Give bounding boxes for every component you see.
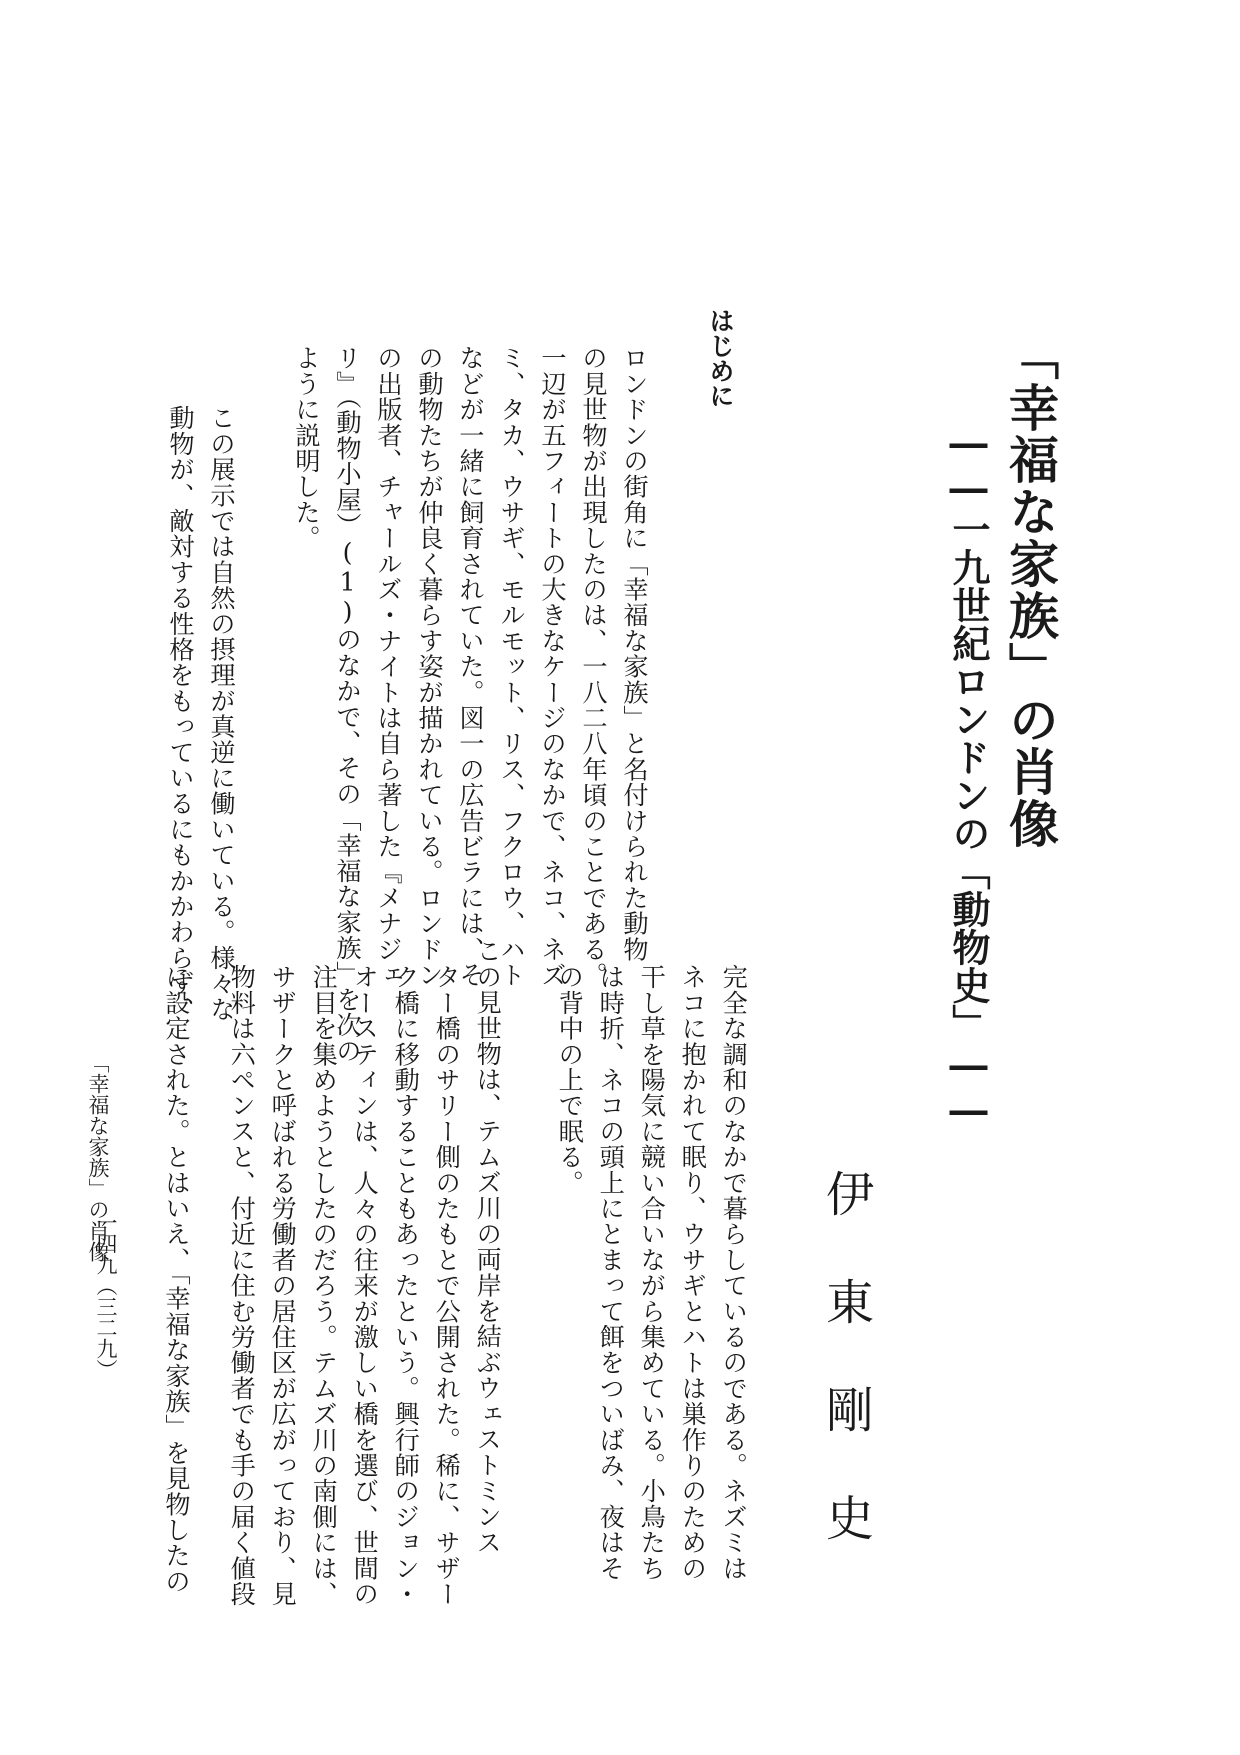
author-char: 史 — [825, 1491, 874, 1547]
body-line: サザークと呼ばれる労働者の居住区が広がっており、見 — [268, 964, 298, 1607]
running-head: 「幸福な家族」の肖像 — [86, 1052, 110, 1262]
section-heading: はじめに — [706, 308, 735, 408]
body-line: 完全な調和のなかで暮らしているのである。ネズミは — [719, 964, 749, 1581]
body-line: 一辺が五フィートの大きなケージのなかで、ネコ、ネズ — [538, 345, 567, 988]
body-line: の動物たちが仲良く暮らす姿が描かれている。ロンドン — [415, 345, 444, 988]
lower-paragraphs — [156, 964, 197, 1594]
author-char: 剛 — [825, 1383, 874, 1439]
author-name — [820, 1165, 880, 1597]
body-line: ク橋に移動することもあったという。興行師のジョン・ — [391, 964, 421, 1607]
body-line: 注目を集めようとしたのだろう。テムズ川の南側には、 — [309, 964, 339, 1607]
author-char: 伊 — [825, 1167, 874, 1223]
body-line: の背中の上で眠る。 — [555, 964, 585, 1196]
body-line: の見世物が出現したのは、一八二八年頃のことである。 — [579, 345, 608, 988]
body-line: に設定された。とはいえ、「幸福な家族」を見物したの — [162, 964, 191, 1594]
lower-paragraph-1-line — [688, 964, 779, 1581]
body-line: オースティンは、人々の往来が激しい橋を選び、世間の — [350, 964, 380, 1607]
body-line: この見世物は、テムズ川の両岸を結ぶウェストミンス — [473, 938, 503, 1555]
body-line: この展示では自然の摂理が真逆に働いている。様々な — [207, 405, 236, 1022]
lower-paragraph-2-first-line — [442, 938, 533, 1555]
body-line: 物料は六ペンスと、付近に住む労働者でも手の届く値段 — [227, 964, 257, 1607]
article-title: 「幸福な家族」の肖像 — [1001, 330, 1060, 850]
article-subtitle: ――一九世紀ロンドンの「動物史」―― — [946, 420, 991, 1132]
body-line: 干し草を陽気に競い合いながら集めている。小鳥たち — [637, 964, 667, 1581]
body-line: は時折、ネコの頭上にとまって餌をついばみ、夜はそ — [596, 964, 626, 1581]
body-line: ように説明した。 — [292, 345, 321, 551]
body-line: ロンドンの街角に「幸福な家族」と名付けられた動物 — [620, 345, 649, 962]
body-line: ネコに抱かれて眠り、ウサギとハトは巣作りのための — [678, 964, 708, 1581]
body-line: ター橋のサリー側のたもとで公開された。稀に、サザー — [432, 964, 462, 1607]
page-number: 一四九（三二九） — [94, 1212, 118, 1380]
body-line: などが一緒に飼育されていた。図一の広告ビラには、そ — [456, 345, 485, 988]
upper-paragraph-2 — [160, 405, 242, 1022]
author-char: 東 — [825, 1275, 874, 1331]
body-line: ミ、タカ、ウサギ、モルモット、リス、フクロウ、ハト — [497, 345, 526, 988]
body-line: リ』（動物小屋）(1)のなかで、その「幸福な家族」を次の — [333, 345, 362, 1064]
body-line: 動物が、敵対する性格をもっているにもかかわらず、 — [166, 405, 195, 1022]
body-line: の出版者、チャールズ・ナイトは自ら著した『メナジェ — [374, 345, 403, 988]
